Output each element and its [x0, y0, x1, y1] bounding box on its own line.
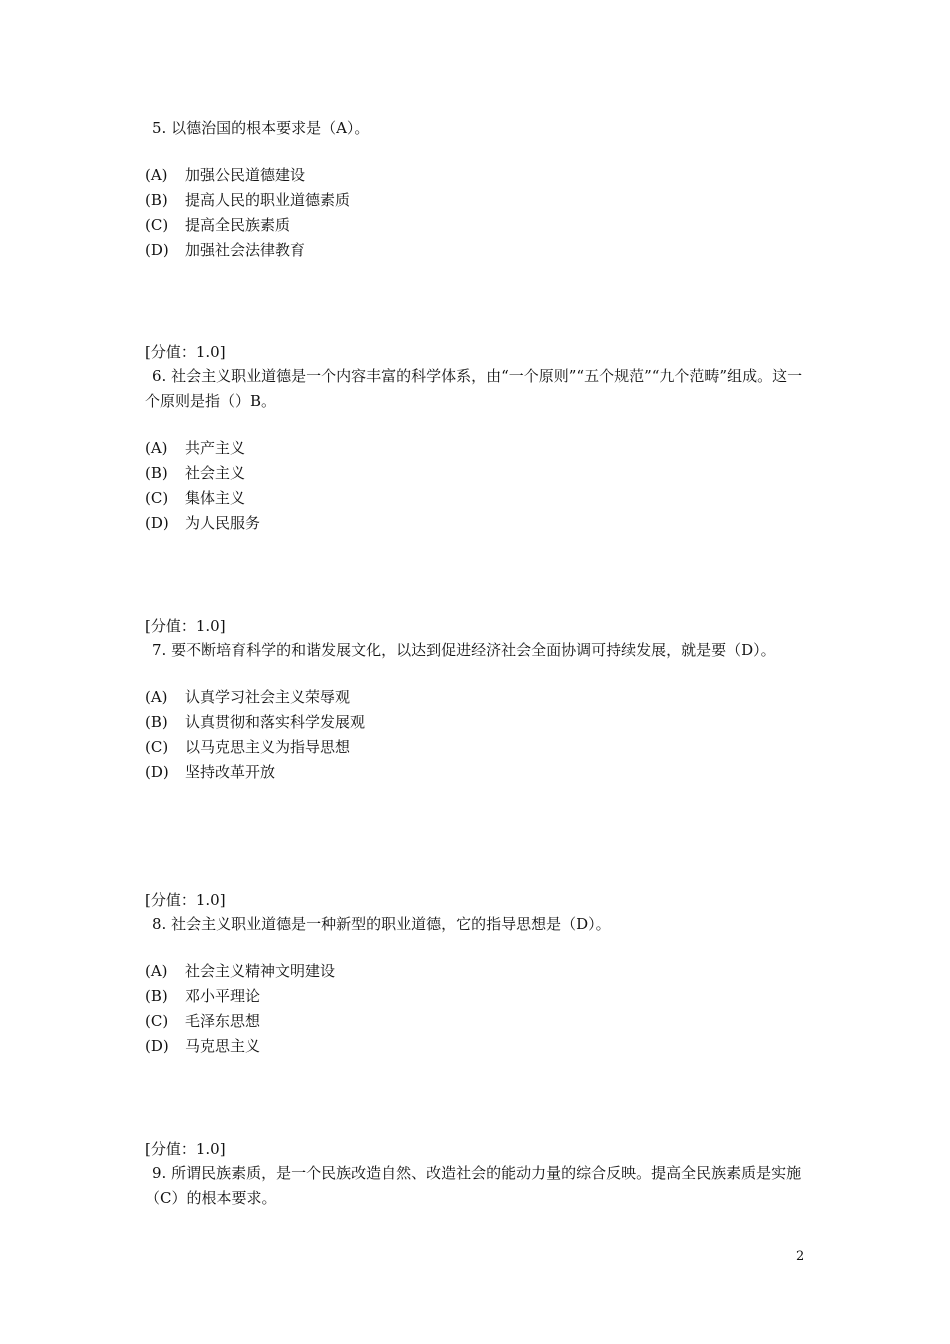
option-list: [145, 959, 815, 1059]
question-stem: 7. 要不断培育科学的和谐发展文化，以达到促进经济社会全面协调可持续发展，就是要（D）。: [152, 641, 776, 659]
option-letter: (D): [145, 763, 169, 781]
option-d: [145, 1034, 815, 1059]
option-text: 认真学习社会主义荣辱观: [185, 688, 351, 706]
option-text: 以马克思主义为指导思想: [185, 738, 351, 756]
option-text: 社会主义: [185, 464, 246, 482]
option-text: 集体主义: [185, 489, 246, 507]
question-stem: 5. 以德治国的根本要求是（A）。: [152, 119, 370, 137]
option-d: [145, 511, 815, 536]
option-list: [145, 436, 815, 536]
question-stem: 9. 所谓民族素质，是一个民族改造自然、改造社会的能动力量的综合反映。提高全民族素质是实施（C）的根本要求。: [145, 1164, 802, 1207]
option-list: [145, 685, 815, 785]
option-letter: (B): [145, 713, 168, 731]
score-label: [分值：1.0]: [145, 343, 226, 361]
question-9: [145, 1137, 815, 1211]
question-7: [145, 614, 815, 785]
option-a: [145, 163, 815, 188]
option-a: [145, 436, 815, 461]
option-text: 坚持改革开放: [185, 763, 276, 781]
option-d: [145, 238, 815, 263]
option-text: 马克思主义: [185, 1037, 261, 1055]
option-c: [145, 1009, 815, 1034]
page-number: 2: [796, 1249, 805, 1264]
option-text: 邓小平理论: [185, 987, 261, 1005]
score-label: [分值：1.0]: [145, 617, 226, 635]
option-b: [145, 984, 815, 1009]
option-a: [145, 685, 815, 710]
option-letter: (A): [145, 166, 168, 184]
option-letter: (C): [145, 1012, 169, 1030]
score-label: [分值：1.0]: [145, 891, 226, 909]
option-text: 社会主义精神文明建设: [185, 962, 336, 980]
option-letter: (D): [145, 1037, 169, 1055]
option-letter: (B): [145, 191, 168, 209]
option-letter: (A): [145, 962, 168, 980]
question-5: [145, 116, 815, 263]
option-text: 为人民服务: [185, 514, 261, 532]
option-text: 加强社会法律教育: [185, 241, 306, 259]
option-d: [145, 760, 815, 785]
option-c: [145, 735, 815, 760]
option-letter: (B): [145, 987, 168, 1005]
option-letter: (C): [145, 489, 169, 507]
option-text: 毛泽东思想: [185, 1012, 261, 1030]
option-c: [145, 486, 815, 511]
option-text: 提高人民的职业道德素质: [185, 191, 351, 209]
option-letter: (C): [145, 738, 169, 756]
option-a: [145, 959, 815, 984]
option-c: [145, 213, 815, 238]
option-text: 认真贯彻和落实科学发展观: [185, 713, 366, 731]
option-b: [145, 461, 815, 486]
option-text: 共产主义: [185, 439, 246, 457]
option-text: 提高全民族素质: [185, 216, 291, 234]
option-b: [145, 188, 815, 213]
option-letter: (C): [145, 216, 169, 234]
option-text: 加强公民道德建设: [185, 166, 306, 184]
option-list: [145, 163, 815, 263]
option-letter: (A): [145, 688, 168, 706]
option-letter: (D): [145, 514, 169, 532]
option-letter: (A): [145, 439, 168, 457]
question-stem: 6. 社会主义职业道德是一个内容丰富的科学体系，由“一个原则”“五个规范”“九个范畴”组成。这一个原则是指（）B。: [145, 367, 803, 410]
score-label: [分值：1.0]: [145, 1140, 226, 1158]
option-letter: (B): [145, 464, 168, 482]
question-stem: 8. 社会主义职业道德是一种新型的职业道德，它的指导思想是（D）。: [152, 915, 611, 933]
question-8: [145, 888, 815, 1059]
question-6: [145, 340, 815, 536]
option-b: [145, 710, 815, 735]
option-letter: (D): [145, 241, 169, 259]
